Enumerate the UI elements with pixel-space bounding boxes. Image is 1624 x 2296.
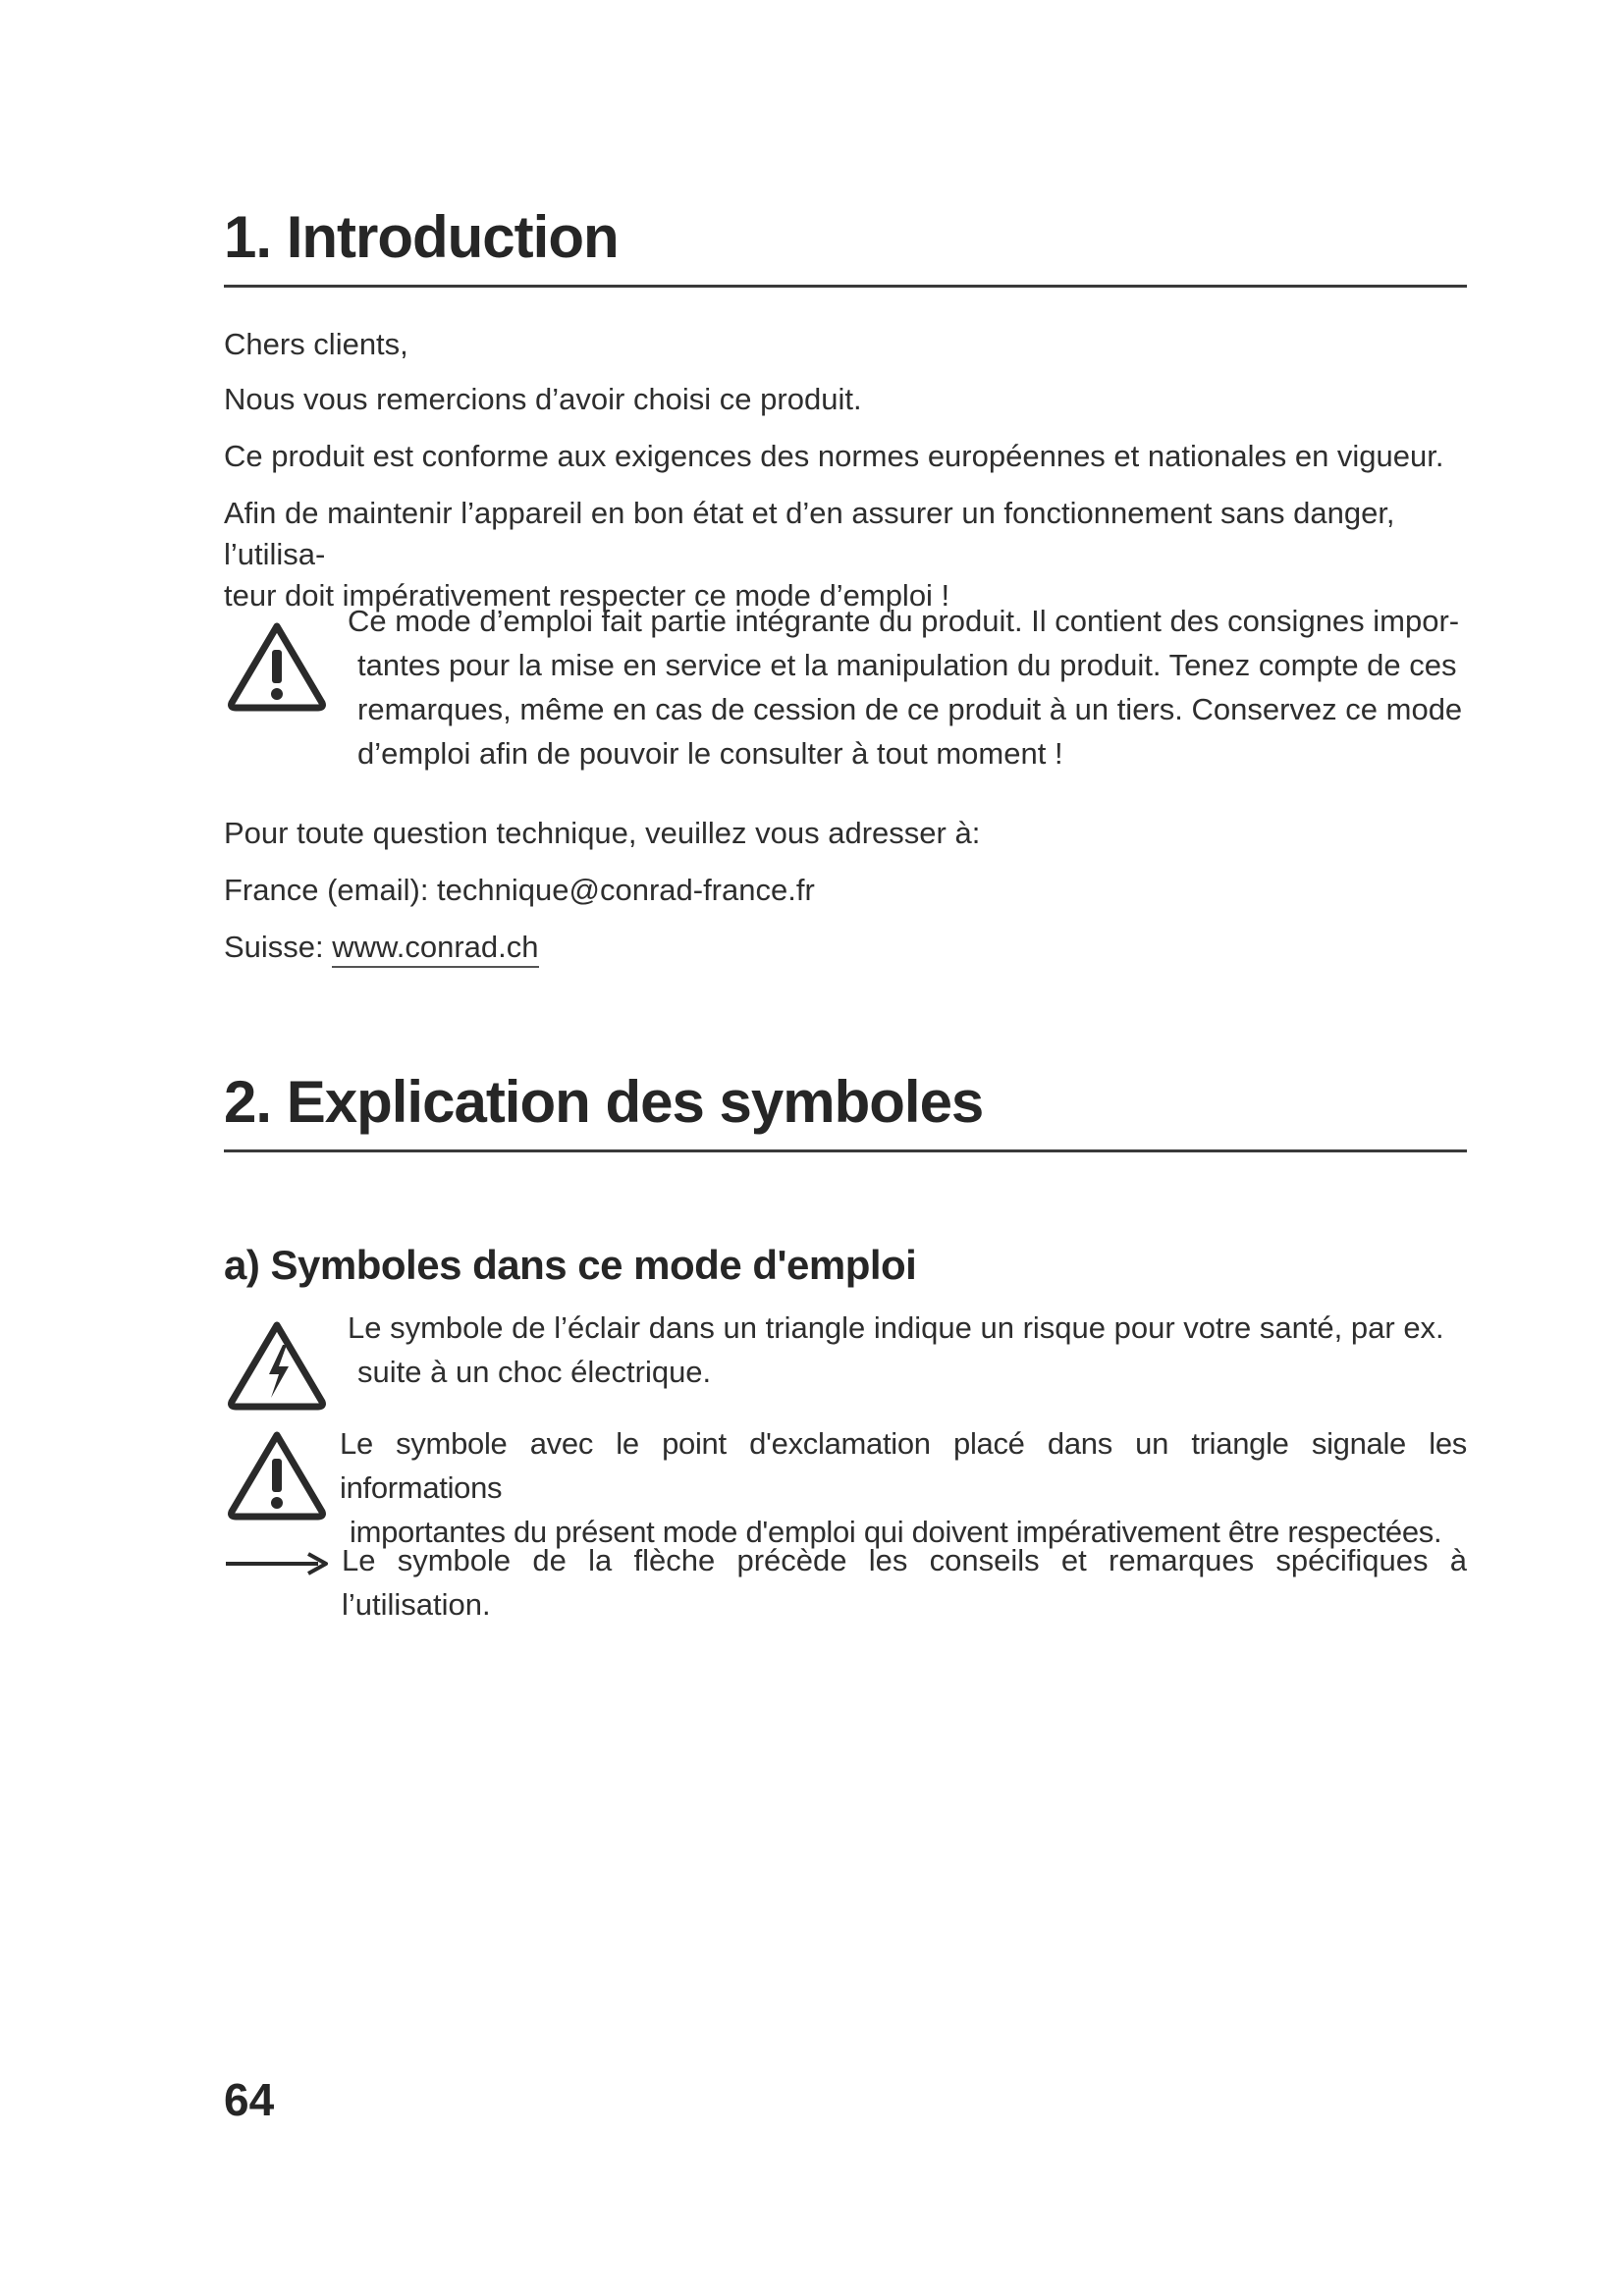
warning-note-line-4: d’emploi afin de pouvoir le consulter à tout moment ! <box>357 736 1063 771</box>
conformity-text: Ce produit est conforme aux exigences des normes européennes et nationales en vigueur. <box>224 439 1444 473</box>
exclamation-triangle-icon <box>224 1425 330 1523</box>
arrow-symbol-note: Le symbole de la flèche précède les conseils et remarques spécifiques à l’utilisation. <box>342 1543 1467 1622</box>
warning-note-line-3: remarques, même en cas de cession de ce produit à un tiers. Conservez ce mode <box>357 692 1463 726</box>
thanks-text: Nous vous remercions d’avoir choisi ce produit. <box>224 382 862 416</box>
exclamation-note-line-2: importantes du présent mode d'emploi qui doivent impérativement être respectées. <box>350 1515 1442 1549</box>
warning-note <box>348 599 1467 775</box>
section-heading-introduction: 1. Introduction <box>224 208 1467 288</box>
page-number: 64 <box>224 2074 275 2125</box>
conrad-ch-link[interactable]: www.conrad.ch <box>332 930 538 968</box>
maintain-line-1: Afin de maintenir l’appareil en bon état et d’en assurer un fonctionnement sans danger, l’utilisa- <box>224 496 1395 571</box>
warning-note-line-1: Ce mode d’emploi fait partie intégrante du produit. Il contient des consignes impor- <box>348 604 1460 638</box>
lightning-triangle-icon <box>224 1315 330 1414</box>
manual-page <box>224 0 1467 2296</box>
lightning-note-line-2: suite à un choc électrique. <box>357 1355 712 1389</box>
arrow-right-icon <box>224 1549 330 1578</box>
warning-note-line-2: tantes pour la mise en service et la manipulation du produit. Tenez compte de ces <box>357 648 1457 682</box>
maintain-line-2: teur doit impérativement respecter ce mode d’emploi ! <box>224 578 950 613</box>
exclamation-note-line-1: Le symbole avec le point d'exclamation placé dans un triangle signale les informations <box>340 1426 1467 1505</box>
exclamation-symbol-note <box>340 1421 1467 1554</box>
lightning-note-line-1: Le symbole de l’éclair dans un triangle indique un risque pour votre santé, par ex. <box>348 1310 1444 1345</box>
section-heading-symbols: 2. Explication des symboles <box>224 1073 1467 1152</box>
contact-france: France (email): technique@conrad-france.fr <box>224 873 815 907</box>
exclamation-triangle-icon <box>224 616 330 715</box>
contact-swiss <box>224 927 1467 968</box>
lightning-symbol-note <box>348 1306 1467 1394</box>
salutation: Chers clients, <box>224 327 408 361</box>
contact-swiss-label: Suisse: <box>224 930 333 964</box>
contact-intro: Pour toute question technique, veuillez vous adresser à: <box>224 816 981 850</box>
subheading-symbols-in-manual: a) Symboles dans ce mode d'emploi <box>224 1242 917 1288</box>
